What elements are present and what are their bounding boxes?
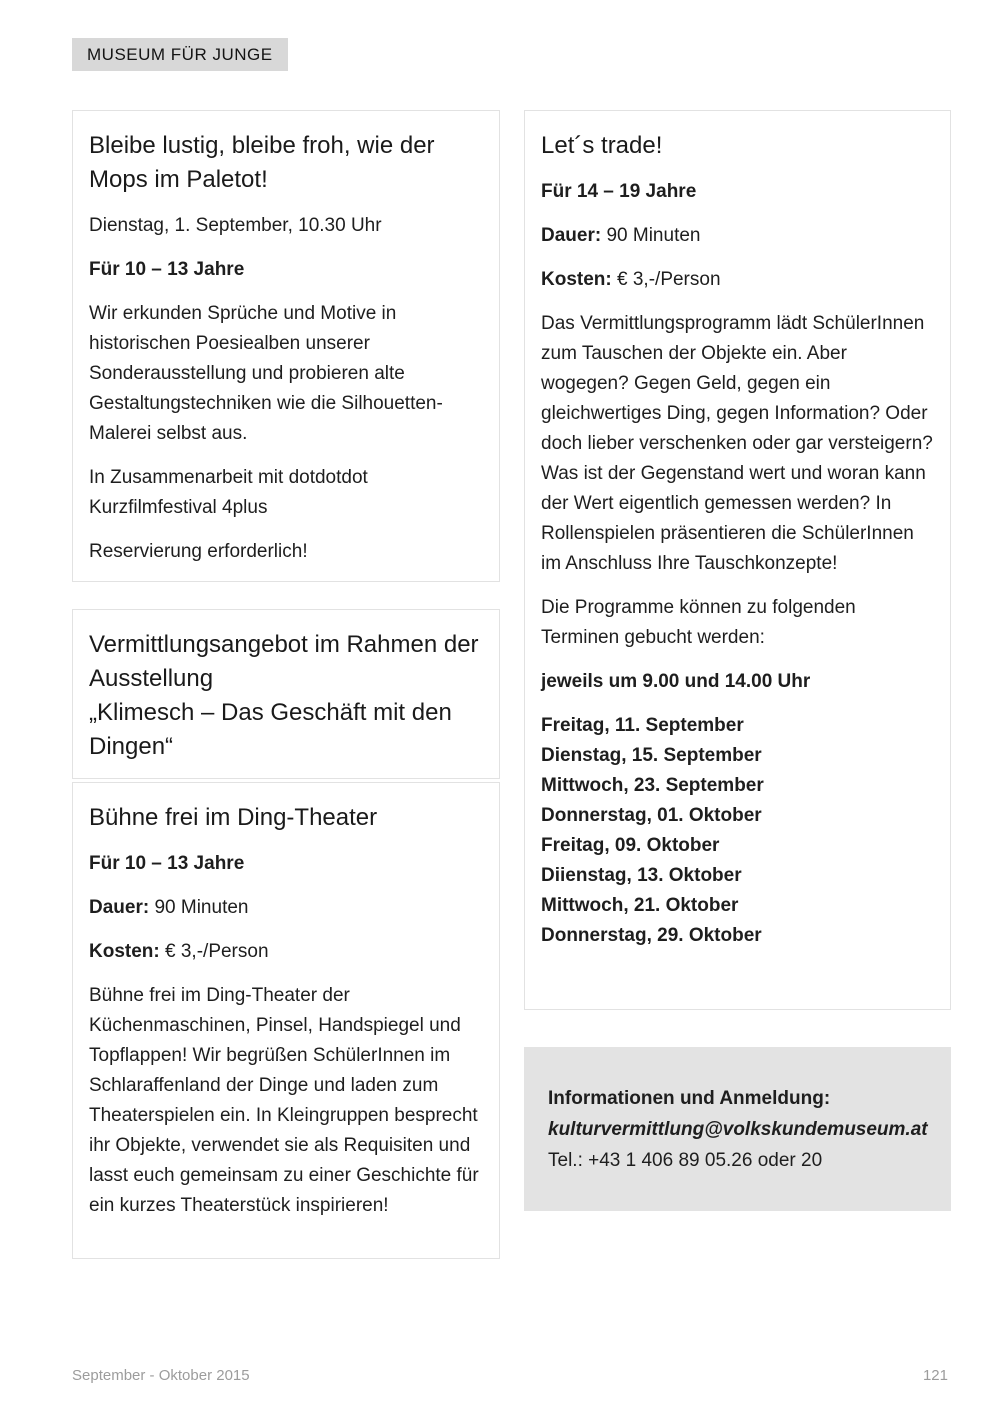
event-cost [89,937,483,967]
contact-heading: Informationen und Anmeldung: [548,1088,831,1109]
booking-date: Mittwoch, 23. September [541,775,764,796]
duration-value: 90 Minuten [154,897,249,918]
event-title: Bleibe lustig, bleibe froh, wie der Mops im Paletot! [89,132,435,193]
event-datetime: Dienstag, 1. September, 10.30 Uhr [89,215,382,236]
duration-label: Dauer: [541,225,602,246]
booking-times: jeweils um 9.00 und 14.00 Uhr [541,671,811,692]
event-cooperation-note: In Zusammenarbeit mit dotdotdot Kurzfilmfestival 4plus [89,467,368,518]
page-footer [72,1367,948,1384]
booking-date: Diienstag, 13. Oktober [541,865,742,886]
event-title: Let´s trade! [541,132,663,159]
event-duration [541,221,934,251]
exhibition-note-card [72,609,500,779]
cost-label: Kosten: [89,941,160,962]
cost-label: Kosten: [541,269,612,290]
footer-page-number: 121 [922,1367,948,1384]
duration-value: 90 Minuten [606,225,701,246]
contact-email: kulturvermittlung@volkskundemuseum.at [548,1119,928,1140]
event-title: Bühne frei im Ding-Theater [89,804,378,831]
booking-date: Freitag, 09. Oktober [541,835,720,856]
event-card-ding-theater [72,782,500,1259]
cost-value: € 3,-/Person [617,269,721,290]
event-cost [541,265,934,295]
exhibition-note-title [89,628,483,764]
booking-date: Donnerstag, 01. Oktober [541,805,762,826]
left-column [72,110,500,1259]
booking-date: Freitag, 11. September [541,715,744,736]
contact-info-box [524,1047,951,1211]
event-age-range: Für 14 – 19 Jahre [541,181,697,202]
duration-label: Dauer: [89,897,150,918]
booking-date: Mittwoch, 21. Oktober [541,895,739,916]
booking-date: Donnerstag, 29. Oktober [541,925,762,946]
booking-dates-list [541,711,934,951]
event-age-range: Für 10 – 13 Jahre [89,853,245,874]
section-tag: MUSEUM FÜR JUNGE [72,38,288,71]
event-card-mops [72,110,500,582]
booking-date: Dienstag, 15. September [541,745,762,766]
exhibition-note-line1: Vermittlungsangebot im Rahmen der Ausstellung [89,631,479,692]
booking-intro: Die Programme können zu folgenden Terminen gebucht werden: [541,597,856,648]
event-age-range: Für 10 – 13 Jahre [89,259,245,280]
contact-phone: Tel.: +43 1 406 89 05.26 oder 20 [548,1150,823,1171]
footer-issue-label: September - Oktober 2015 [72,1367,250,1384]
event-reservation-note: Reservierung erforderlich! [89,541,308,562]
event-description: Das Vermittlungsprogramm lädt SchülerInnen zum Tauschen der Objekte ein. Aber wogegen? Gegen Geld, gegen ein gleichwertiges Ding, gegen Information? Oder doch lieber verschenken oder gar versteigern? Was ist der Gegenstand wert und woran kann der Wert eigentlich gemessen werden? In Rollenspielen präsentieren die SchülerInnen im Anschluss Ihre Tauschkonzepte! [541,313,933,574]
event-description: Bühne frei im Ding-Theater der Küchenmaschinen, Pinsel, Handspiegel und Topflappen! Wir begrüßen SchülerInnen im Schlaraffenland der Dinge und laden zum Theaterspielen ein. In Kleingruppen besprecht ihr Objekte, verwendet sie als Requisiten und lasst euch gemeinsam zu einer Geschichte für ein kurzes Theaterstück inspirieren! [89,985,479,1216]
exhibition-note-line2: „Klimesch – Das Geschäft mit den Dingen“ [89,699,452,760]
event-duration [89,893,483,923]
event-description: Wir erkunden Sprüche und Motive in historischen Poesiealben unserer Sonderausstellung und probieren alte Gestaltungstechniken wie die Silhouetten-Malerei selbst aus. [89,303,443,444]
event-card-lets-trade [524,110,951,1010]
right-column [524,110,951,1211]
cost-value: € 3,-/Person [165,941,269,962]
